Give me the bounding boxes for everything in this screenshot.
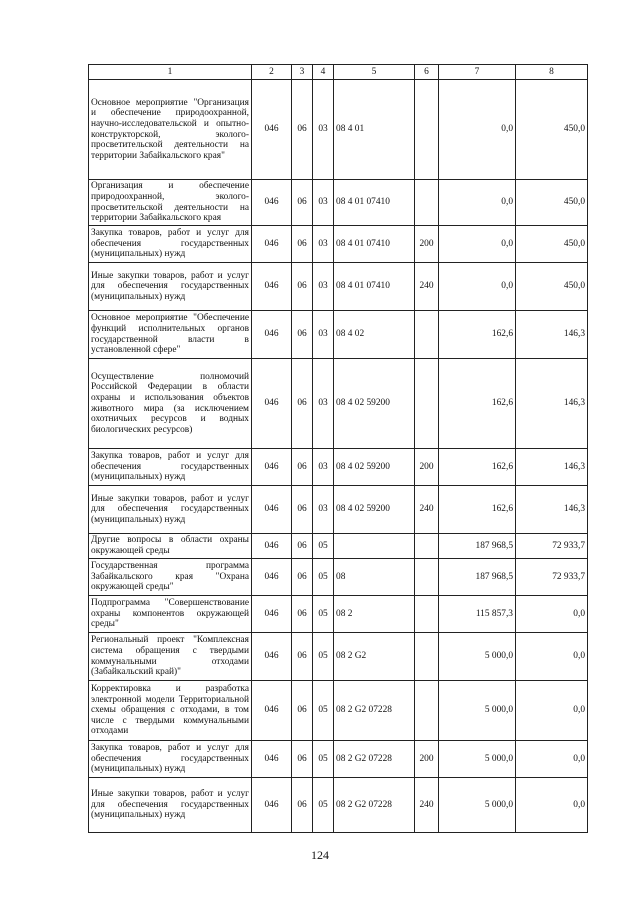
row-expense-type [415, 80, 439, 180]
row-admin-code: 046 [252, 449, 292, 486]
header-cell: 5 [334, 65, 415, 80]
row-target-article: 08 4 02 59200 [334, 449, 415, 486]
row-admin-code: 046 [252, 681, 292, 741]
row-section: 06 [292, 359, 313, 449]
row-subsection: 05 [313, 633, 334, 681]
row-amount-2020: 0,0 [439, 263, 516, 311]
row-subsection: 03 [313, 486, 334, 534]
row-subsection: 05 [313, 596, 334, 633]
header-cell: 1 [89, 65, 252, 80]
header-row [89, 65, 588, 80]
row-subsection: 05 [313, 741, 334, 778]
row-admin-code: 046 [252, 778, 292, 833]
row-section: 06 [292, 596, 313, 633]
row-name: Корректировка и разработка электронной модели Территориальной схемы обращения с отходами, в том числе с твердыми коммунальными отходами [89, 681, 252, 741]
row-expense-type [415, 596, 439, 633]
row-section: 06 [292, 180, 313, 226]
table-row [89, 263, 588, 311]
row-amount-2020: 5 000,0 [439, 681, 516, 741]
row-amount-2020: 162,6 [439, 486, 516, 534]
header-cell: 4 [313, 65, 334, 80]
row-target-article: 08 2 G2 07228 [334, 741, 415, 778]
table-row [89, 534, 588, 559]
row-section: 06 [292, 80, 313, 180]
table-row [89, 80, 588, 180]
row-amount-2021: 0,0 [516, 596, 588, 633]
row-expense-type [415, 534, 439, 559]
row-target-article: 08 2 G2 07228 [334, 681, 415, 741]
row-section: 06 [292, 559, 313, 596]
row-target-article: 08 4 01 07410 [334, 263, 415, 311]
row-section: 06 [292, 778, 313, 833]
row-admin-code: 046 [252, 741, 292, 778]
row-admin-code: 046 [252, 559, 292, 596]
row-name: Иные закупки товаров, работ и услуг для обеспечения государственных (муниципальных) нужд [89, 486, 252, 534]
row-target-article: 08 2 G2 07228 [334, 778, 415, 833]
row-admin-code: 046 [252, 596, 292, 633]
row-amount-2020: 0,0 [439, 180, 516, 226]
row-amount-2021: 146,3 [516, 311, 588, 359]
table-row [89, 449, 588, 486]
row-amount-2021: 450,0 [516, 80, 588, 180]
row-section: 06 [292, 449, 313, 486]
row-name: Другие вопросы в области охраны окружающей среды [89, 534, 252, 559]
table-row [89, 226, 588, 263]
table-row [89, 778, 588, 833]
row-name: Закупка товаров, работ и услуг для обеспечения государственных (муниципальных) нужд [89, 226, 252, 263]
row-amount-2021: 0,0 [516, 778, 588, 833]
budget-table [88, 64, 588, 833]
header-cell: 6 [415, 65, 439, 80]
header-cell: 2 [252, 65, 292, 80]
row-admin-code: 046 [252, 633, 292, 681]
row-name: Государственная программа Забайкальского края "Охрана окружающей среды" [89, 559, 252, 596]
row-section: 06 [292, 534, 313, 559]
row-amount-2020: 162,6 [439, 359, 516, 449]
row-expense-type: 200 [415, 741, 439, 778]
row-amount-2021: 0,0 [516, 633, 588, 681]
row-admin-code: 046 [252, 180, 292, 226]
row-target-article: 08 4 01 07410 [334, 226, 415, 263]
row-target-article: 08 [334, 559, 415, 596]
row-amount-2020: 5 000,0 [439, 741, 516, 778]
table-row [89, 559, 588, 596]
row-section: 06 [292, 741, 313, 778]
row-amount-2021: 146,3 [516, 449, 588, 486]
row-subsection: 05 [313, 778, 334, 833]
row-subsection: 03 [313, 263, 334, 311]
row-amount-2020: 0,0 [439, 226, 516, 263]
row-amount-2020: 115 857,3 [439, 596, 516, 633]
row-subsection: 05 [313, 559, 334, 596]
table-row [89, 741, 588, 778]
row-admin-code: 046 [252, 311, 292, 359]
table-row [89, 359, 588, 449]
row-name: Осуществление полномочий Российской Федерации в области охраны и использования объектов животного мира (за исключением охотничьих ресурсов и водных биологических ресурсов) [89, 359, 252, 449]
row-expense-type [415, 180, 439, 226]
row-admin-code: 046 [252, 359, 292, 449]
row-expense-type [415, 359, 439, 449]
table-header [89, 65, 588, 80]
row-target-article: 08 2 [334, 596, 415, 633]
row-name: Основное мероприятие "Организация и обеспечение природоохранной, научно-исследовательской и опытно-конструкторской, эколого-просветительской деятельности на территории Забайкальского края" [89, 80, 252, 180]
row-section: 06 [292, 633, 313, 681]
row-target-article: 08 4 01 07410 [334, 180, 415, 226]
row-section: 06 [292, 311, 313, 359]
row-subsection: 03 [313, 226, 334, 263]
row-amount-2021: 72 933,7 [516, 559, 588, 596]
row-section: 06 [292, 226, 313, 263]
row-amount-2021: 72 933,7 [516, 534, 588, 559]
row-target-article: 08 2 G2 [334, 633, 415, 681]
table-body [89, 80, 588, 833]
row-name: Основное мероприятие "Обеспечение функций исполнительных органов государственной власти в установленной сфере" [89, 311, 252, 359]
row-admin-code: 046 [252, 263, 292, 311]
row-subsection: 05 [313, 681, 334, 741]
row-expense-type [415, 559, 439, 596]
table-row [89, 486, 588, 534]
row-name: Организация и обеспечение природоохранной, эколого-просветительской деятельности на территории Забайкальского края [89, 180, 252, 226]
row-amount-2021: 450,0 [516, 263, 588, 311]
table-row [89, 180, 588, 226]
row-subsection: 03 [313, 180, 334, 226]
row-amount-2021: 450,0 [516, 226, 588, 263]
row-target-article: 08 4 01 [334, 80, 415, 180]
row-target-article: 08 4 02 59200 [334, 486, 415, 534]
row-expense-type: 240 [415, 778, 439, 833]
header-cell: 7 [439, 65, 516, 80]
row-amount-2021: 146,3 [516, 359, 588, 449]
row-name: Подпрограмма "Совершенствование охраны компонентов окружающей среды" [89, 596, 252, 633]
row-subsection: 03 [313, 449, 334, 486]
table-row [89, 681, 588, 741]
row-expense-type: 240 [415, 263, 439, 311]
row-expense-type: 240 [415, 486, 439, 534]
row-name: Региональный проект "Комплексная система обращения с твердыми коммунальными отходами (Забайкальский край)" [89, 633, 252, 681]
row-expense-type: 200 [415, 226, 439, 263]
row-section: 06 [292, 263, 313, 311]
row-name: Иные закупки товаров, работ и услуг для обеспечения государственных (муниципальных) нужд [89, 263, 252, 311]
row-target-article [334, 534, 415, 559]
row-amount-2020: 5 000,0 [439, 633, 516, 681]
row-admin-code: 046 [252, 80, 292, 180]
row-admin-code: 046 [252, 534, 292, 559]
row-amount-2021: 450,0 [516, 180, 588, 226]
row-amount-2021: 146,3 [516, 486, 588, 534]
table-row [89, 311, 588, 359]
row-admin-code: 046 [252, 226, 292, 263]
row-section: 06 [292, 681, 313, 741]
row-name: Закупка товаров, работ и услуг для обеспечения государственных (муниципальных) нужд [89, 741, 252, 778]
row-expense-type [415, 681, 439, 741]
row-amount-2021: 0,0 [516, 741, 588, 778]
table-row [89, 596, 588, 633]
row-section: 06 [292, 486, 313, 534]
row-expense-type [415, 311, 439, 359]
row-subsection: 03 [313, 359, 334, 449]
table-row [89, 633, 588, 681]
row-amount-2020: 162,6 [439, 449, 516, 486]
row-subsection: 05 [313, 534, 334, 559]
row-subsection: 03 [313, 80, 334, 180]
row-name: Закупка товаров, работ и услуг для обеспечения государственных (муниципальных) нужд [89, 449, 252, 486]
row-name: Иные закупки товаров, работ и услуг для обеспечения государственных (муниципальных) нужд [89, 778, 252, 833]
row-amount-2020: 162,6 [439, 311, 516, 359]
header-cell: 8 [516, 65, 588, 80]
row-target-article: 08 4 02 [334, 311, 415, 359]
row-amount-2020: 0,0 [439, 80, 516, 180]
row-subsection: 03 [313, 311, 334, 359]
header-cell: 3 [292, 65, 313, 80]
row-target-article: 08 4 02 59200 [334, 359, 415, 449]
row-expense-type: 200 [415, 449, 439, 486]
row-amount-2021: 0,0 [516, 681, 588, 741]
page-number: 124 [311, 848, 329, 862]
row-amount-2020: 5 000,0 [439, 778, 516, 833]
row-amount-2020: 187 968,5 [439, 534, 516, 559]
row-expense-type [415, 633, 439, 681]
row-admin-code: 046 [252, 486, 292, 534]
row-amount-2020: 187 968,5 [439, 559, 516, 596]
